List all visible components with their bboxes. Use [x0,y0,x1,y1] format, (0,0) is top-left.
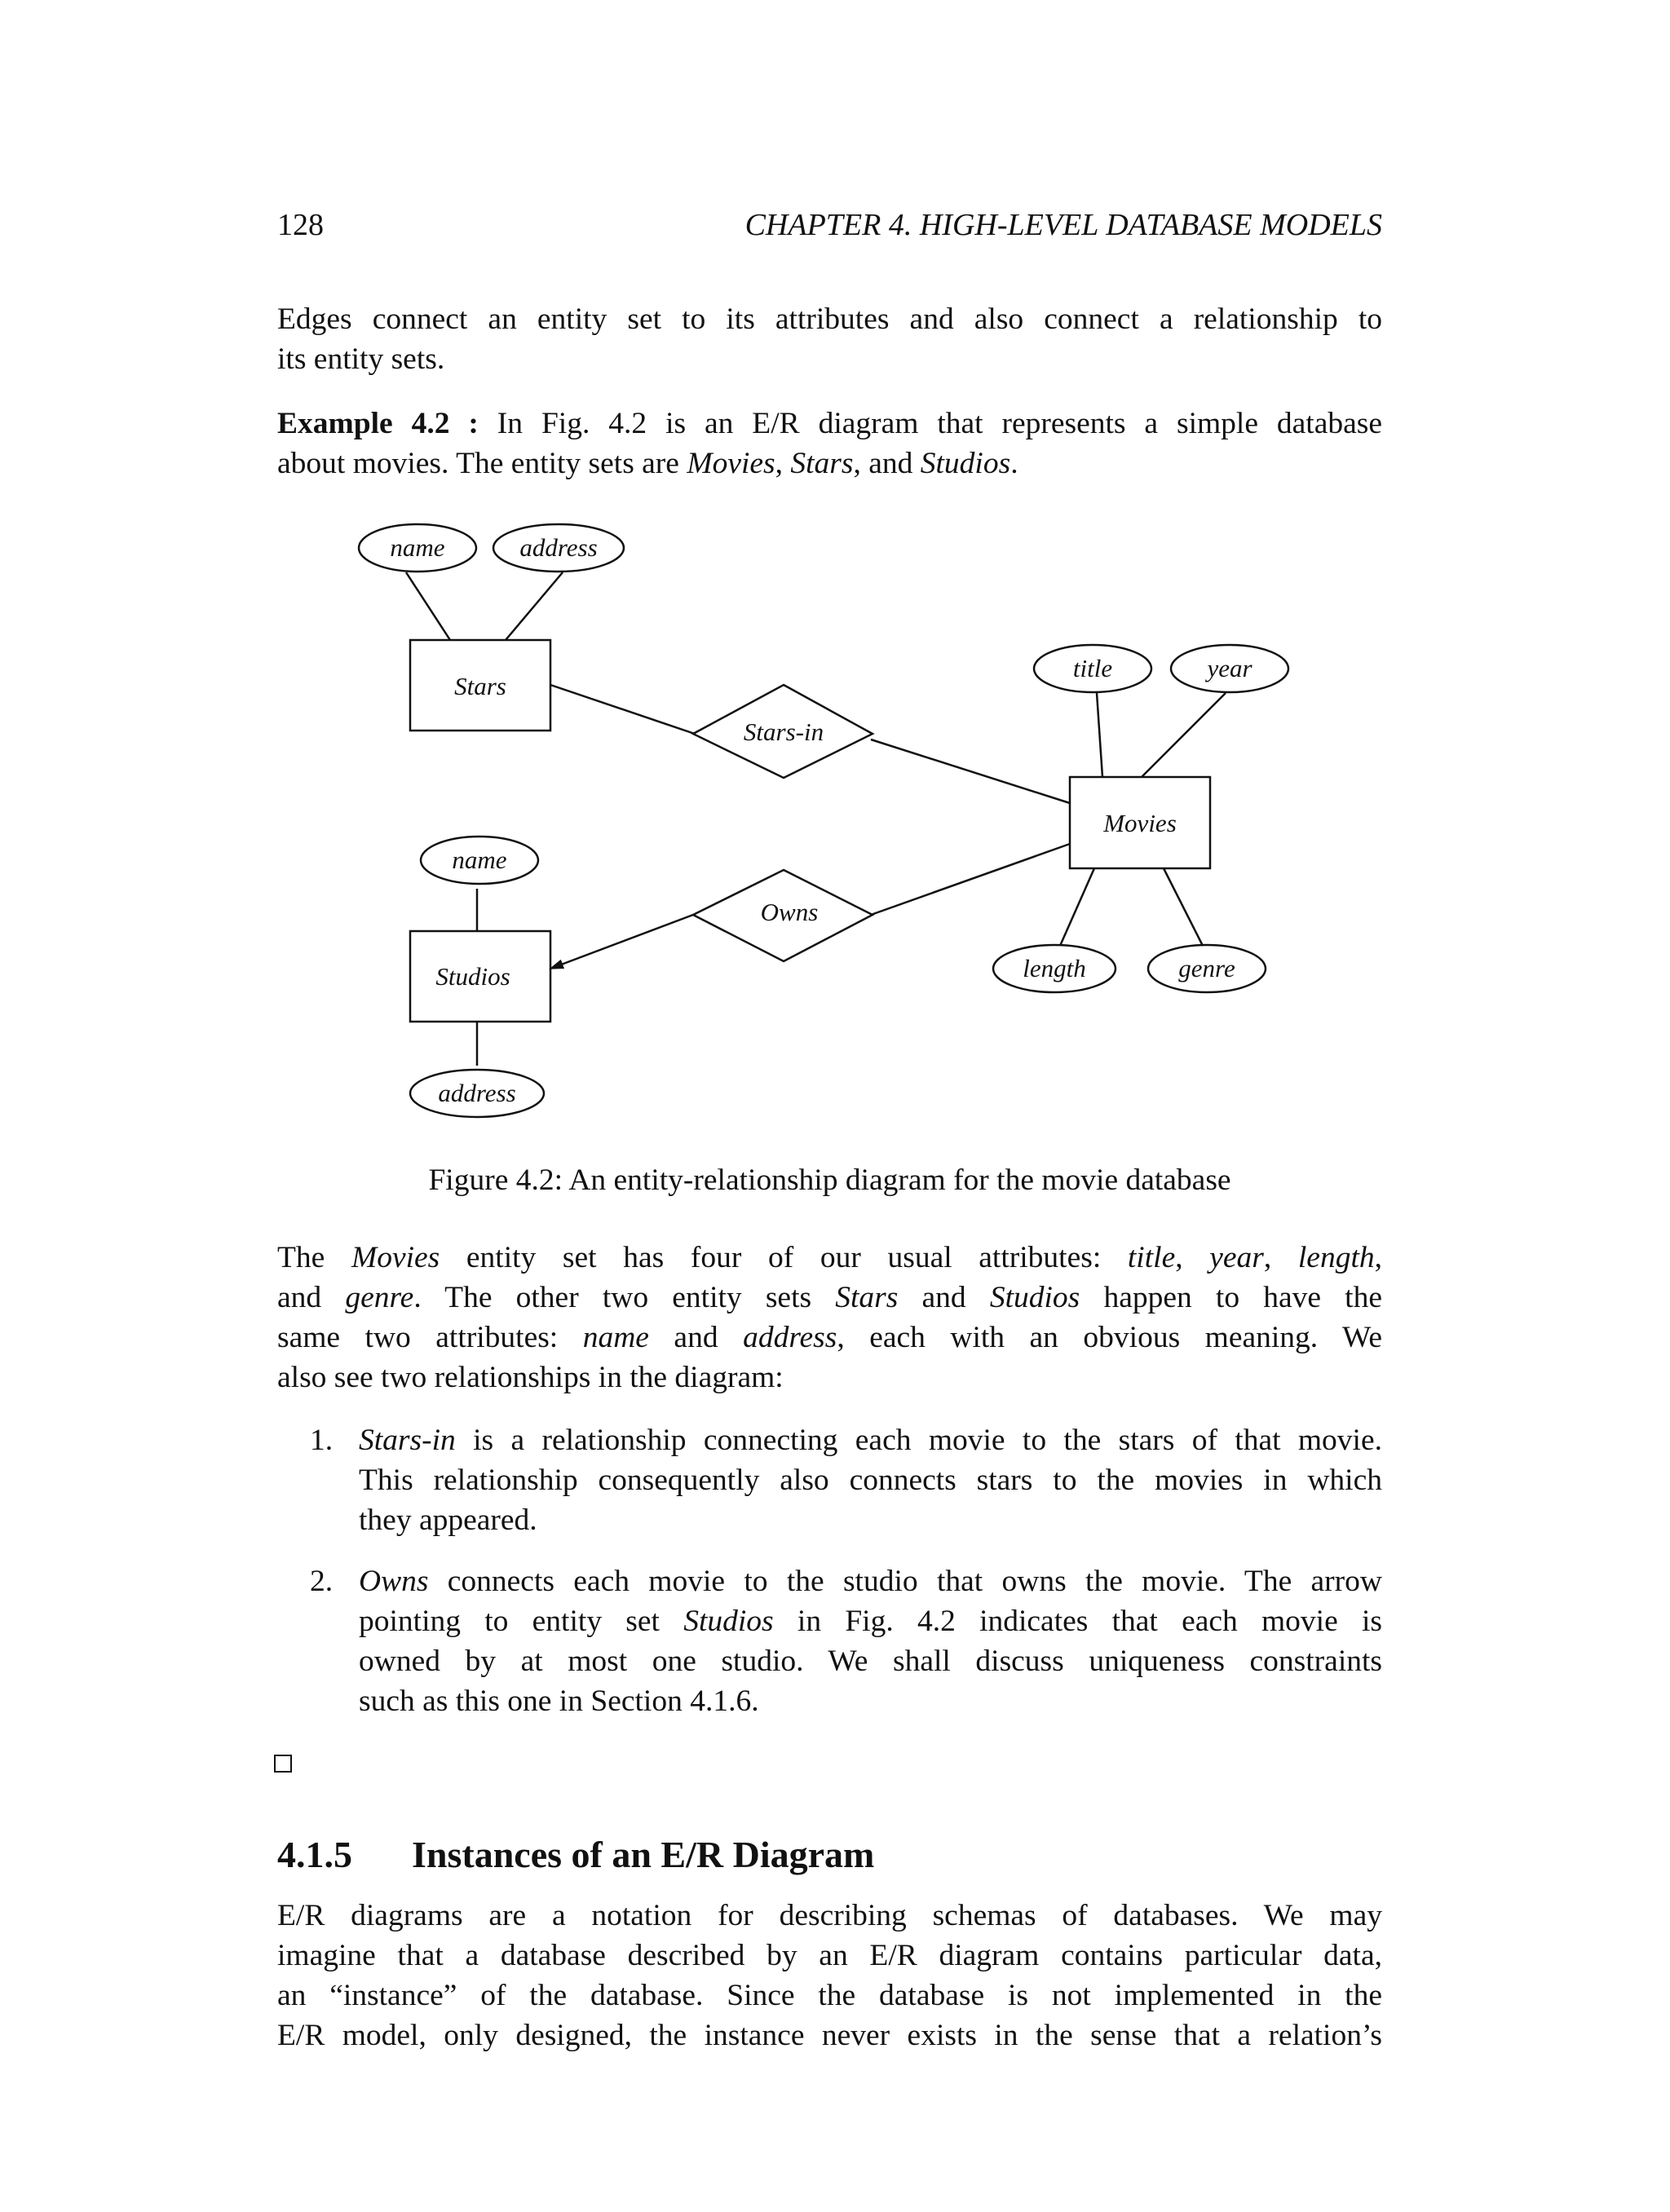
section-title: Instances of an E/R Diagram [412,1834,875,1875]
example-label: Example 4.2 : [277,407,479,440]
edge-starsin-movies [871,740,1070,803]
list-item-body [359,1561,1382,1721]
paragraph-line: The Movies entity set has four of our usual attributes: title, year, length, [277,1241,1382,1274]
list-line: This relationship consequently also connects stars to the movies in which [359,1464,1382,1497]
example-text: , [775,447,791,480]
paragraph-line: also see two relationships in the diagram: [277,1361,784,1394]
entity-studios-label: Studios [435,962,510,991]
list-line: pointing to entity set Studios in Fig. 4.2 indicates that each movie is [359,1605,1382,1638]
entity-name-studios: Studios [920,447,1011,480]
section-heading [277,1830,874,1879]
section-number: 4.1.5 [277,1834,352,1875]
attr-studios-name-label: name [452,846,507,874]
relationship-owns-label: Owns [760,898,819,926]
list-item-term: Owns [359,1565,429,1598]
edge-movies-owns [871,844,1070,915]
paragraph-line: imagine that a database described by an E/R diagram contains particular data, [277,1939,1382,1972]
list-line: owned by at most one studio. We shall discuss uniqueness constraints [359,1645,1382,1678]
intro-line: Edges connect an entity set to its attributes and also connect a relationship to [277,302,1382,336]
attr-studios-address-label: address [438,1079,516,1107]
attr-movies-title-label: title [1072,654,1113,682]
intro-paragraph [277,299,1382,379]
instances-paragraph [277,1896,1382,2055]
movies-description-paragraph [277,1238,1382,1397]
edge-movies-title [1097,693,1102,777]
example-paragraph [277,404,1382,483]
er-diagram-svg [326,518,1305,1137]
chapter-title: CHAPTER 4. HIGH-LEVEL DATABASE MODELS [744,208,1382,242]
paragraph-line: an “instance” of the database. Since the database is not implemented in the [277,1979,1382,2012]
intro-line: its entity sets. [277,342,445,376]
er-diagram [326,518,1305,1137]
entity-stars-label: Stars [454,672,506,700]
list-item-number: 2. [310,1565,334,1598]
edge-stars-name [406,572,450,640]
figure-caption: Figure 4.2: An entity-relationship diagram for the movie database [428,1163,1231,1197]
list-item-number: 1. [310,1424,334,1457]
paragraph-line: E/R model, only designed, the instance never exists in the sense that a relation’s [277,2019,1382,2052]
list-line: such as this one in Section 4.1.6. [359,1684,759,1718]
paragraph-line: same two attributes: name and address, each with an obvious meaning. We [277,1321,1382,1354]
example-line [277,404,1382,444]
attr-movies-length-label: length [1023,954,1086,982]
attr-stars-address-label: address [519,533,598,562]
entity-name-movies: Movies [687,447,775,480]
edge-stars-starsin [550,685,695,734]
example-text: . [1010,447,1018,480]
end-of-example-box-icon [274,1755,292,1773]
edge-movies-genre [1164,868,1203,946]
list-item-body [359,1420,1382,1540]
attr-movies-year-label: year [1207,654,1252,682]
list-line: Stars-in is a relationship connecting each movie to the stars of that movie. [359,1424,1382,1457]
example-text: , and [853,447,921,480]
attr-movies-genre-label: genre [1178,954,1235,982]
list-line: Owns connects each movie to the studio that owns the movie. The arrow [359,1565,1382,1598]
edge-owns-studios-arrow [550,915,693,969]
page-number: 128 [277,208,324,242]
example-text: about movies. The entity sets are [277,447,687,480]
relationship-starsin-label: Stars-in [743,717,824,746]
example-line [277,444,1382,483]
list-line: they appeared. [359,1503,537,1537]
edge-movies-length [1060,868,1094,946]
paragraph-line: and genre. The other two entity sets Stars and Studios happen to have the [277,1281,1382,1314]
example-text: In Fig. 4.2 is an E/R diagram that represents a simple database [497,407,1382,440]
edge-movies-year [1142,693,1226,777]
entity-movies-label: Movies [1103,809,1177,837]
entity-name-stars: Stars [790,447,854,480]
attr-stars-name-label: name [390,533,445,562]
paragraph-line: E/R diagrams are a notation for describing schemas of databases. We may [277,1899,1382,1932]
list-item-term: Stars-in [359,1424,456,1457]
edge-stars-address [506,572,563,640]
